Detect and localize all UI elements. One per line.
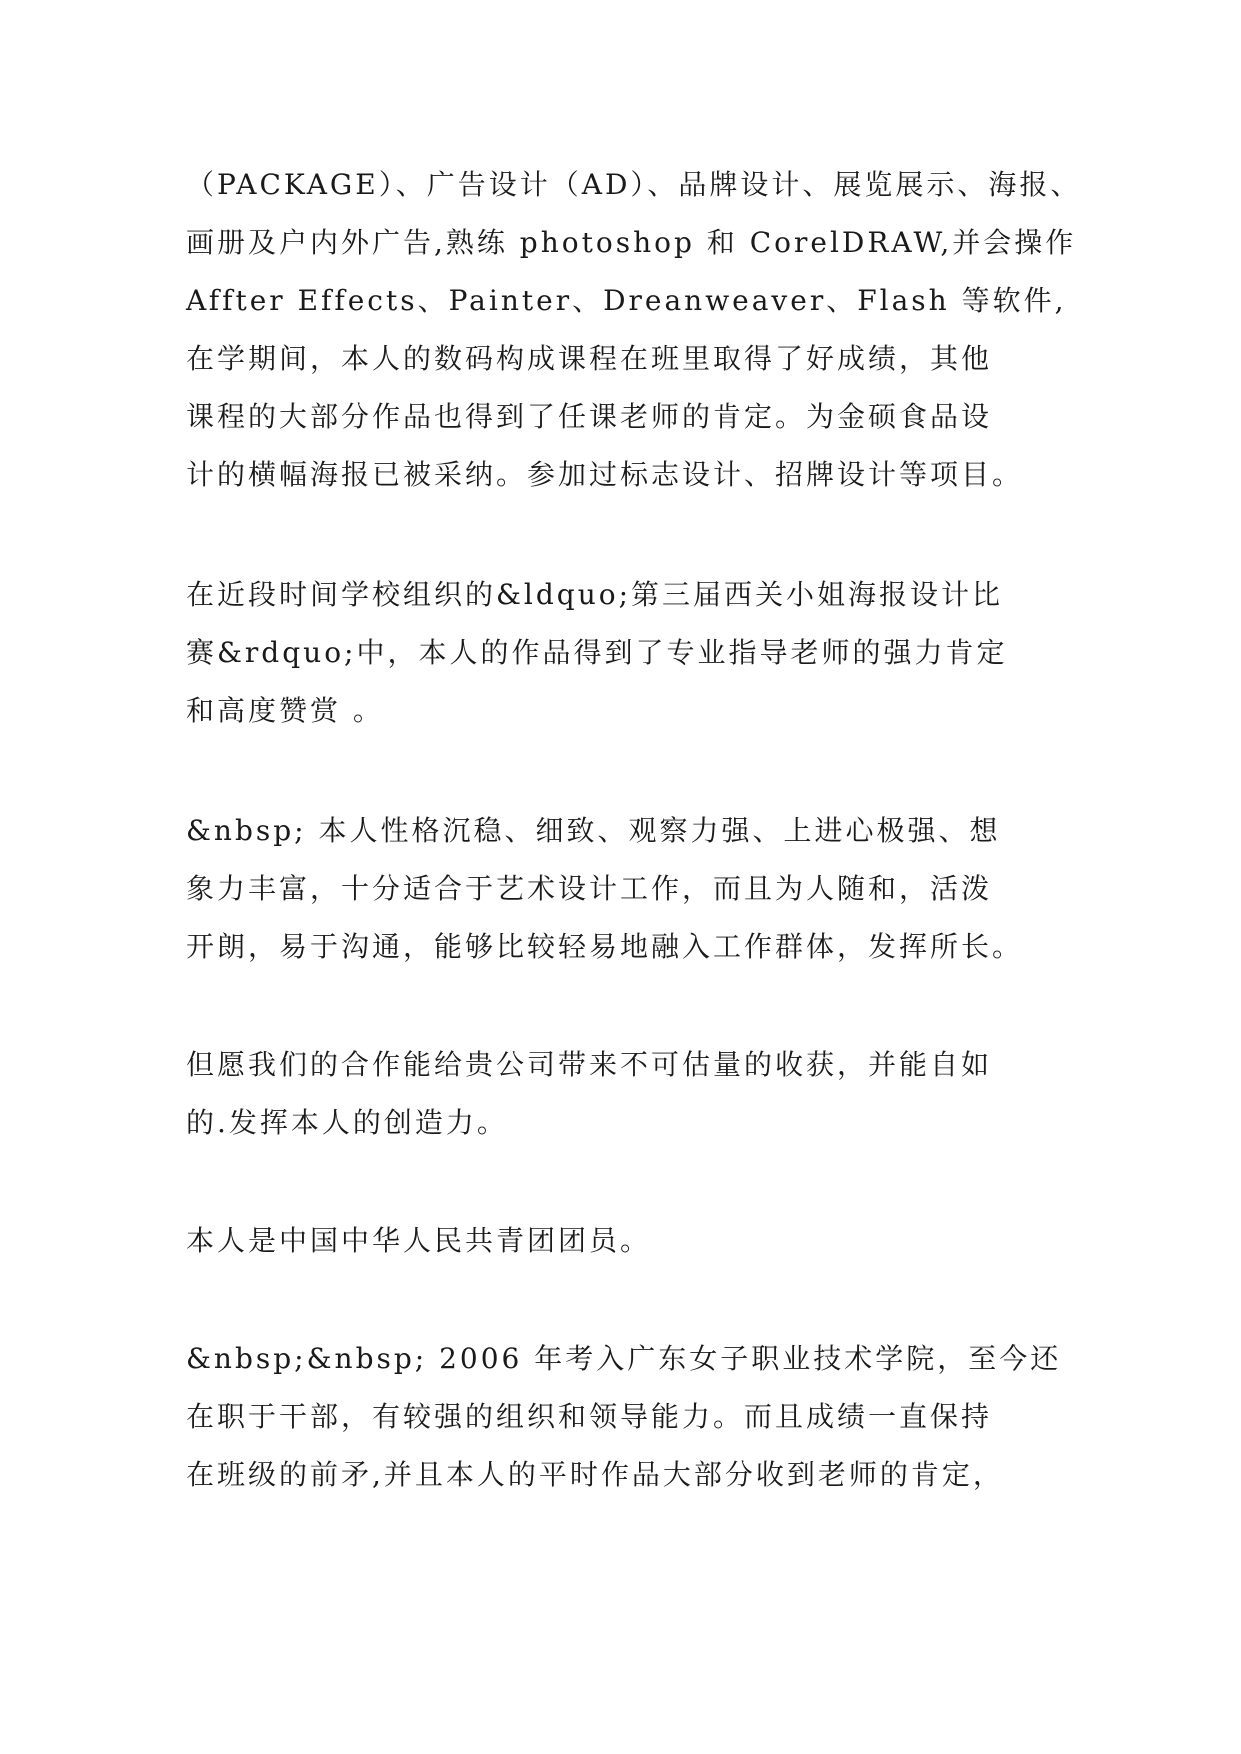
- text-line: &nbsp;&nbsp; 2006 年考入广东女子职业技术学院，至今还: [186, 1342, 1062, 1375]
- text-line: 计的横幅海报已被采纳。参加过标志设计、招牌设计等项目。: [186, 458, 1024, 491]
- text-line: 但愿我们的合作能给贵公司带来不可估量的收获，并能自如: [186, 1048, 993, 1081]
- text-line: 本人是中国中华人民共青团团员。: [186, 1224, 652, 1257]
- text-line: Affter Effects、Painter、Dreanweaver、Flash 等软件,: [186, 284, 1067, 317]
- text-line: 赛&rdquo;中，本人的作品得到了专业指导老师的强力肯定: [186, 636, 1008, 669]
- text-line: 在近段时间学校组织的&ldquo;第三届西关小姐海报设计比: [186, 578, 1004, 611]
- text-line: 课程的大部分作品也得到了任课老师的肯定。为金硕食品设: [186, 400, 993, 433]
- text-line: &nbsp; 本人性格沉稳、细致、观察力强、上进心极强、想: [186, 814, 1001, 847]
- paragraph-education: [186, 1330, 1066, 1504]
- text-line: 画册及户内外广告,熟练 photoshop 和 CorelDRAW,并会操作: [186, 226, 1077, 259]
- text-line: 的.发挥本人的创造力。: [186, 1106, 508, 1139]
- paragraph-cooperation: [186, 1036, 1066, 1152]
- text-line: 象力丰富，十分适合于艺术设计工作，而且为人随和，活泼: [186, 872, 993, 905]
- text-line: 在班级的前矛,并且本人的平时作品大部分收到老师的肯定，: [186, 1458, 1004, 1491]
- paragraph-personality: [186, 802, 1066, 976]
- text-line: 在学期间，本人的数码构成课程在班里取得了好成绩，其他: [186, 342, 993, 375]
- text-line: （PACKAGE）、广告设计（AD）、品牌设计、展览展示、海报、: [186, 168, 1082, 201]
- text-line: 和高度赞赏 。: [186, 694, 384, 727]
- paragraph-competition: [186, 566, 1066, 740]
- text-line: 在职于干部，有较强的组织和领导能力。而且成绩一直保持: [186, 1400, 993, 1433]
- paragraph-skills: [186, 156, 1082, 504]
- paragraph-membership: [186, 1212, 1066, 1270]
- text-line: 开朗，易于沟通，能够比较轻易地融入工作群体，发挥所长。: [186, 930, 1024, 963]
